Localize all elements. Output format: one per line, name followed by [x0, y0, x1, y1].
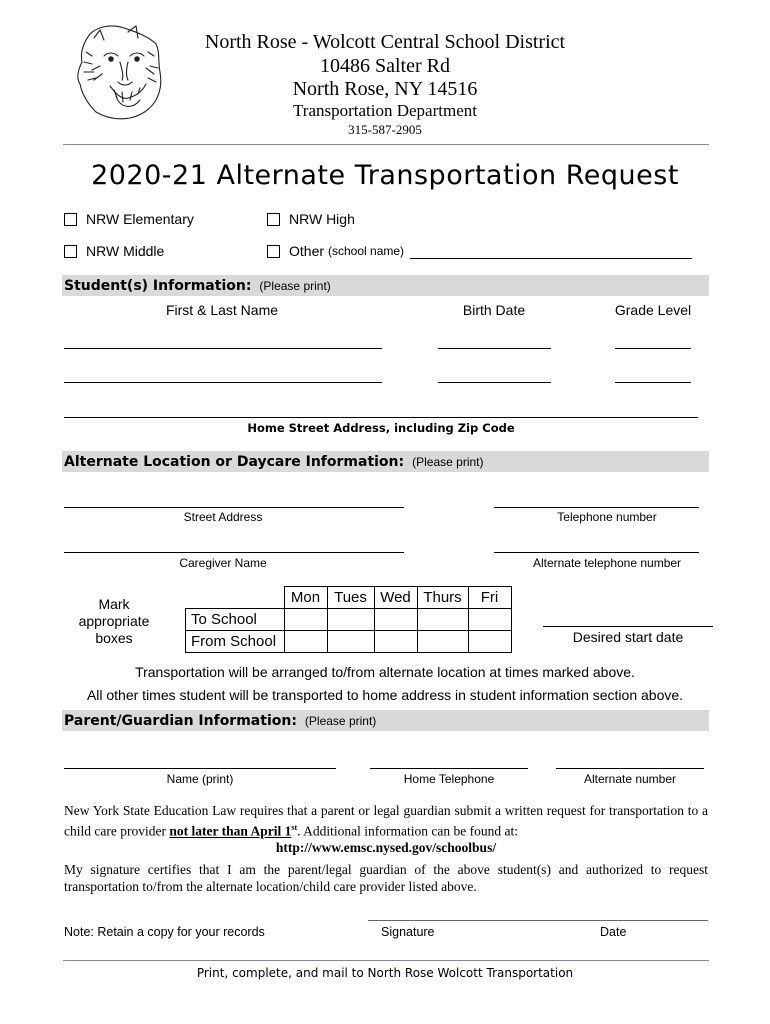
row-label-to-school: To School — [186, 609, 285, 631]
caregiver-name-field[interactable] — [64, 552, 404, 553]
school-option-other[interactable] — [267, 243, 692, 259]
parent-home-phone-field[interactable] — [370, 768, 528, 769]
default-transport-note: All other times student will be transported to home address in student information section above. — [86, 687, 684, 703]
school-option-middle[interactable] — [64, 243, 164, 259]
parent-alt-number-field[interactable] — [556, 768, 704, 769]
alt-street-label: Street Address — [183, 510, 263, 524]
certification-text: My signature certifies that I am the parent/legal guardian of the above student(s) and authorized to request transportation to/from the alternate location/child care provider listed above. — [64, 862, 708, 894]
schedule-cell-to-tues[interactable] — [327, 609, 374, 631]
mark-boxes-instruction — [64, 596, 164, 647]
alt-street-field[interactable] — [64, 507, 404, 508]
form-title: 2020-21 Alternate Transportation Request — [91, 160, 679, 191]
checkbox[interactable] — [267, 213, 280, 226]
student-birth-field-1[interactable] — [438, 348, 551, 349]
section-hint: (Please print) — [412, 454, 484, 469]
schedule-cell-from-wed[interactable] — [374, 631, 417, 653]
school-option-label: NRW Middle — [86, 243, 165, 259]
signature-label: Signature — [381, 925, 435, 939]
schedule-cell-from-fri[interactable] — [468, 631, 511, 653]
department-name: Transportation Department — [293, 101, 477, 120]
parent-name-field[interactable] — [64, 768, 336, 769]
deadline-text: not later than April 1 — [169, 823, 292, 839]
signature-date-field[interactable] — [368, 920, 708, 921]
day-header-fri: Fri — [468, 587, 511, 609]
deadline-ordinal: st — [291, 823, 298, 832]
school-option-high[interactable] — [267, 211, 355, 227]
section-title: Student(s) Information: — [64, 277, 252, 294]
alt-phone-field[interactable] — [494, 507, 699, 508]
district-city: North Rose, NY 14516 — [292, 78, 478, 100]
school-option-label: NRW Elementary — [86, 211, 194, 227]
caregiver-name-label: Caregiver Name — [179, 556, 267, 570]
start-date-field[interactable] — [543, 626, 713, 627]
arrangement-note: Transportation will be arranged to/from alternate location at times marked above. — [135, 664, 635, 680]
schedule-grid — [185, 586, 512, 653]
day-header-tues: Tues — [327, 587, 374, 609]
alt-phone-label: Telephone number — [557, 510, 657, 524]
alternate-section-header — [62, 451, 709, 472]
student-grade-field-2[interactable] — [615, 382, 691, 383]
parent-home-phone-label: Home Telephone — [403, 772, 495, 786]
student-grade-field-1[interactable] — [615, 348, 691, 349]
school-name-hint: (school name) — [328, 244, 405, 258]
info-url[interactable]: http://www.emsc.nysed.gov/schoolbus/ — [275, 840, 497, 855]
checkbox[interactable] — [267, 245, 280, 258]
student-name-field-1[interactable] — [64, 348, 382, 349]
cougar-logo — [70, 22, 168, 122]
legal-text-part: . Additional information can be found at: — [297, 823, 518, 839]
section-hint: (Please print) — [304, 713, 377, 728]
schedule-cell-to-fri[interactable] — [468, 609, 511, 631]
footer-divider — [63, 960, 709, 961]
mark-label-line: boxes — [95, 630, 133, 646]
legal-text-part: New York State Education Law requires that a parent or legal guardian submit a written request for transportation to a child care provider — [64, 803, 708, 839]
day-header-wed: Wed — [374, 587, 417, 609]
row-label-from-school: From School — [186, 631, 285, 653]
start-date-label: Desired start date — [572, 629, 684, 645]
column-header-grade: Grade Level — [614, 302, 692, 318]
schedule-cell-from-thurs[interactable] — [417, 631, 468, 653]
section-title: Alternate Location or Daycare Information: — [64, 453, 405, 470]
checkbox[interactable] — [64, 213, 77, 226]
parent-name-label: Name (print) — [166, 772, 234, 786]
schedule-cell-to-thurs[interactable] — [417, 609, 468, 631]
schedule-cell-from-tues[interactable] — [327, 631, 374, 653]
home-address-label: Home Street Address, including Zip Code — [247, 421, 515, 435]
section-title: Parent/Guardian Information: — [64, 712, 297, 729]
mailing-instruction: Print, complete, and mail to North Rose Wolcott Transportation — [196, 966, 574, 980]
home-address-field[interactable] — [64, 417, 698, 418]
school-option-elementary[interactable] — [64, 211, 194, 227]
day-header-mon: Mon — [284, 587, 327, 609]
section-hint: (Please print) — [259, 278, 331, 293]
school-option-label: NRW High — [289, 211, 355, 227]
column-header-birth-date: Birth Date — [462, 302, 526, 318]
student-section-header — [62, 275, 709, 296]
header-divider — [63, 144, 709, 145]
schedule-cell-to-mon[interactable] — [284, 609, 327, 631]
retain-copy-note: Note: Retain a copy for your records — [64, 925, 265, 939]
checkbox[interactable] — [64, 245, 77, 258]
schedule-cell-to-wed[interactable] — [374, 609, 417, 631]
column-header-name: First & Last Name — [165, 302, 279, 318]
other-school-field[interactable] — [410, 244, 692, 259]
department-phone: 315-587-2905 — [348, 122, 422, 137]
district-name: North Rose - Wolcott Central School District — [204, 31, 566, 53]
schedule-cell-from-mon[interactable] — [284, 631, 327, 653]
school-option-label: Other — [289, 243, 325, 259]
legal-requirement-text — [64, 802, 708, 840]
parent-section-header — [62, 710, 709, 731]
date-label: Date — [600, 925, 627, 939]
student-birth-field-2[interactable] — [438, 382, 551, 383]
district-street: 10486 Salter Rd — [320, 55, 450, 77]
day-header-thurs: Thurs — [417, 587, 468, 609]
mark-label-line: appropriate — [78, 613, 150, 629]
alt-phone-2-label: Alternate telephone number — [532, 556, 682, 570]
student-name-field-2[interactable] — [64, 382, 382, 383]
alt-phone-2-field[interactable] — [494, 552, 699, 553]
mark-label-line: Mark — [98, 596, 130, 612]
parent-alt-number-label: Alternate number — [583, 772, 677, 786]
grid-corner — [186, 587, 285, 609]
